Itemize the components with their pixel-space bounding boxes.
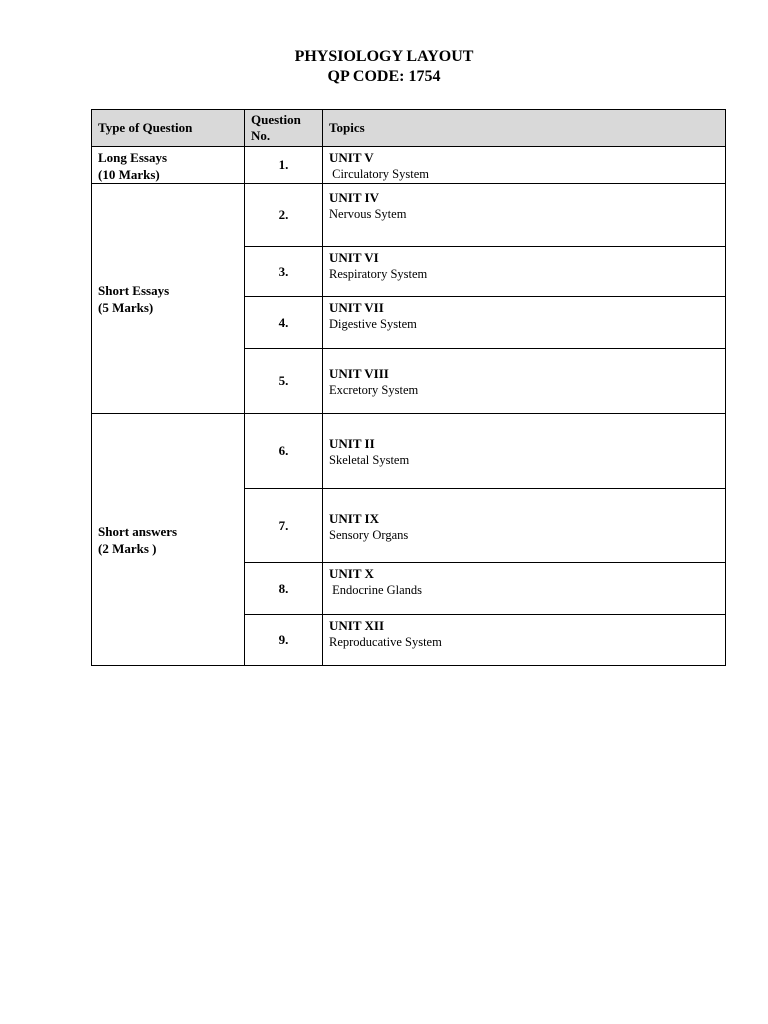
- topic-cell: [323, 615, 726, 666]
- topic-label: Nervous Sytem: [329, 207, 407, 221]
- topic-cell: [323, 349, 726, 414]
- unit-label: UNIT VIII: [329, 366, 389, 381]
- header-question-no: Question No.: [245, 110, 323, 147]
- question-number: 4.: [245, 297, 323, 349]
- topic-label: Digestive System: [329, 317, 417, 331]
- topic-cell: [323, 247, 726, 297]
- unit-label: UNIT V: [329, 150, 374, 165]
- unit-label: UNIT VI: [329, 250, 379, 265]
- topic-cell: [323, 414, 726, 489]
- unit-label: UNIT XII: [329, 618, 385, 633]
- topic-cell: [323, 147, 726, 184]
- type-short-essays: Short Essays (5 Marks): [92, 184, 245, 414]
- topic-label: Respiratory System: [329, 267, 428, 281]
- topic-label: Reproducative System: [329, 635, 442, 649]
- question-number: 1.: [245, 147, 323, 184]
- topic-cell: [323, 297, 726, 349]
- unit-label: UNIT X: [329, 566, 374, 581]
- question-number: 6.: [245, 414, 323, 489]
- topic-label: Circulatory System: [329, 167, 429, 181]
- question-number: 2.: [245, 184, 323, 247]
- question-number: 7.: [245, 489, 323, 563]
- question-number: 8.: [245, 563, 323, 615]
- table-row: [92, 414, 726, 489]
- type-short-answers: Short answers (2 Marks ): [92, 414, 245, 666]
- question-number: 5.: [245, 349, 323, 414]
- title-line-2: QP CODE: 1754: [327, 68, 441, 85]
- topic-cell: [323, 489, 726, 563]
- unit-label: UNIT II: [329, 436, 375, 451]
- question-number: 9.: [245, 615, 323, 666]
- question-number: 3.: [245, 247, 323, 297]
- topic-label: Skeletal System: [329, 453, 410, 467]
- unit-label: UNIT IV: [329, 190, 379, 205]
- header-topics: Topics: [323, 110, 726, 147]
- type-long-essays: Long Essays (10 Marks): [92, 147, 245, 184]
- topic-cell: [323, 563, 726, 615]
- topic-label: Sensory Organs: [329, 527, 409, 542]
- table-row: [92, 147, 726, 184]
- table-row: [92, 184, 726, 247]
- title-line-1: PHYSIOLOGY LAYOUT: [294, 48, 474, 65]
- topic-cell: [323, 184, 726, 247]
- header-type: Type of Question: [92, 110, 245, 147]
- unit-label: UNIT IX: [329, 510, 379, 526]
- topic-label: Excretory System: [329, 383, 419, 397]
- topic-label: Endocrine Glands: [329, 583, 423, 597]
- document-title: [0, 47, 768, 87]
- unit-label: UNIT VII: [329, 300, 384, 315]
- table-header-row: [92, 110, 726, 147]
- layout-table: [91, 109, 726, 666]
